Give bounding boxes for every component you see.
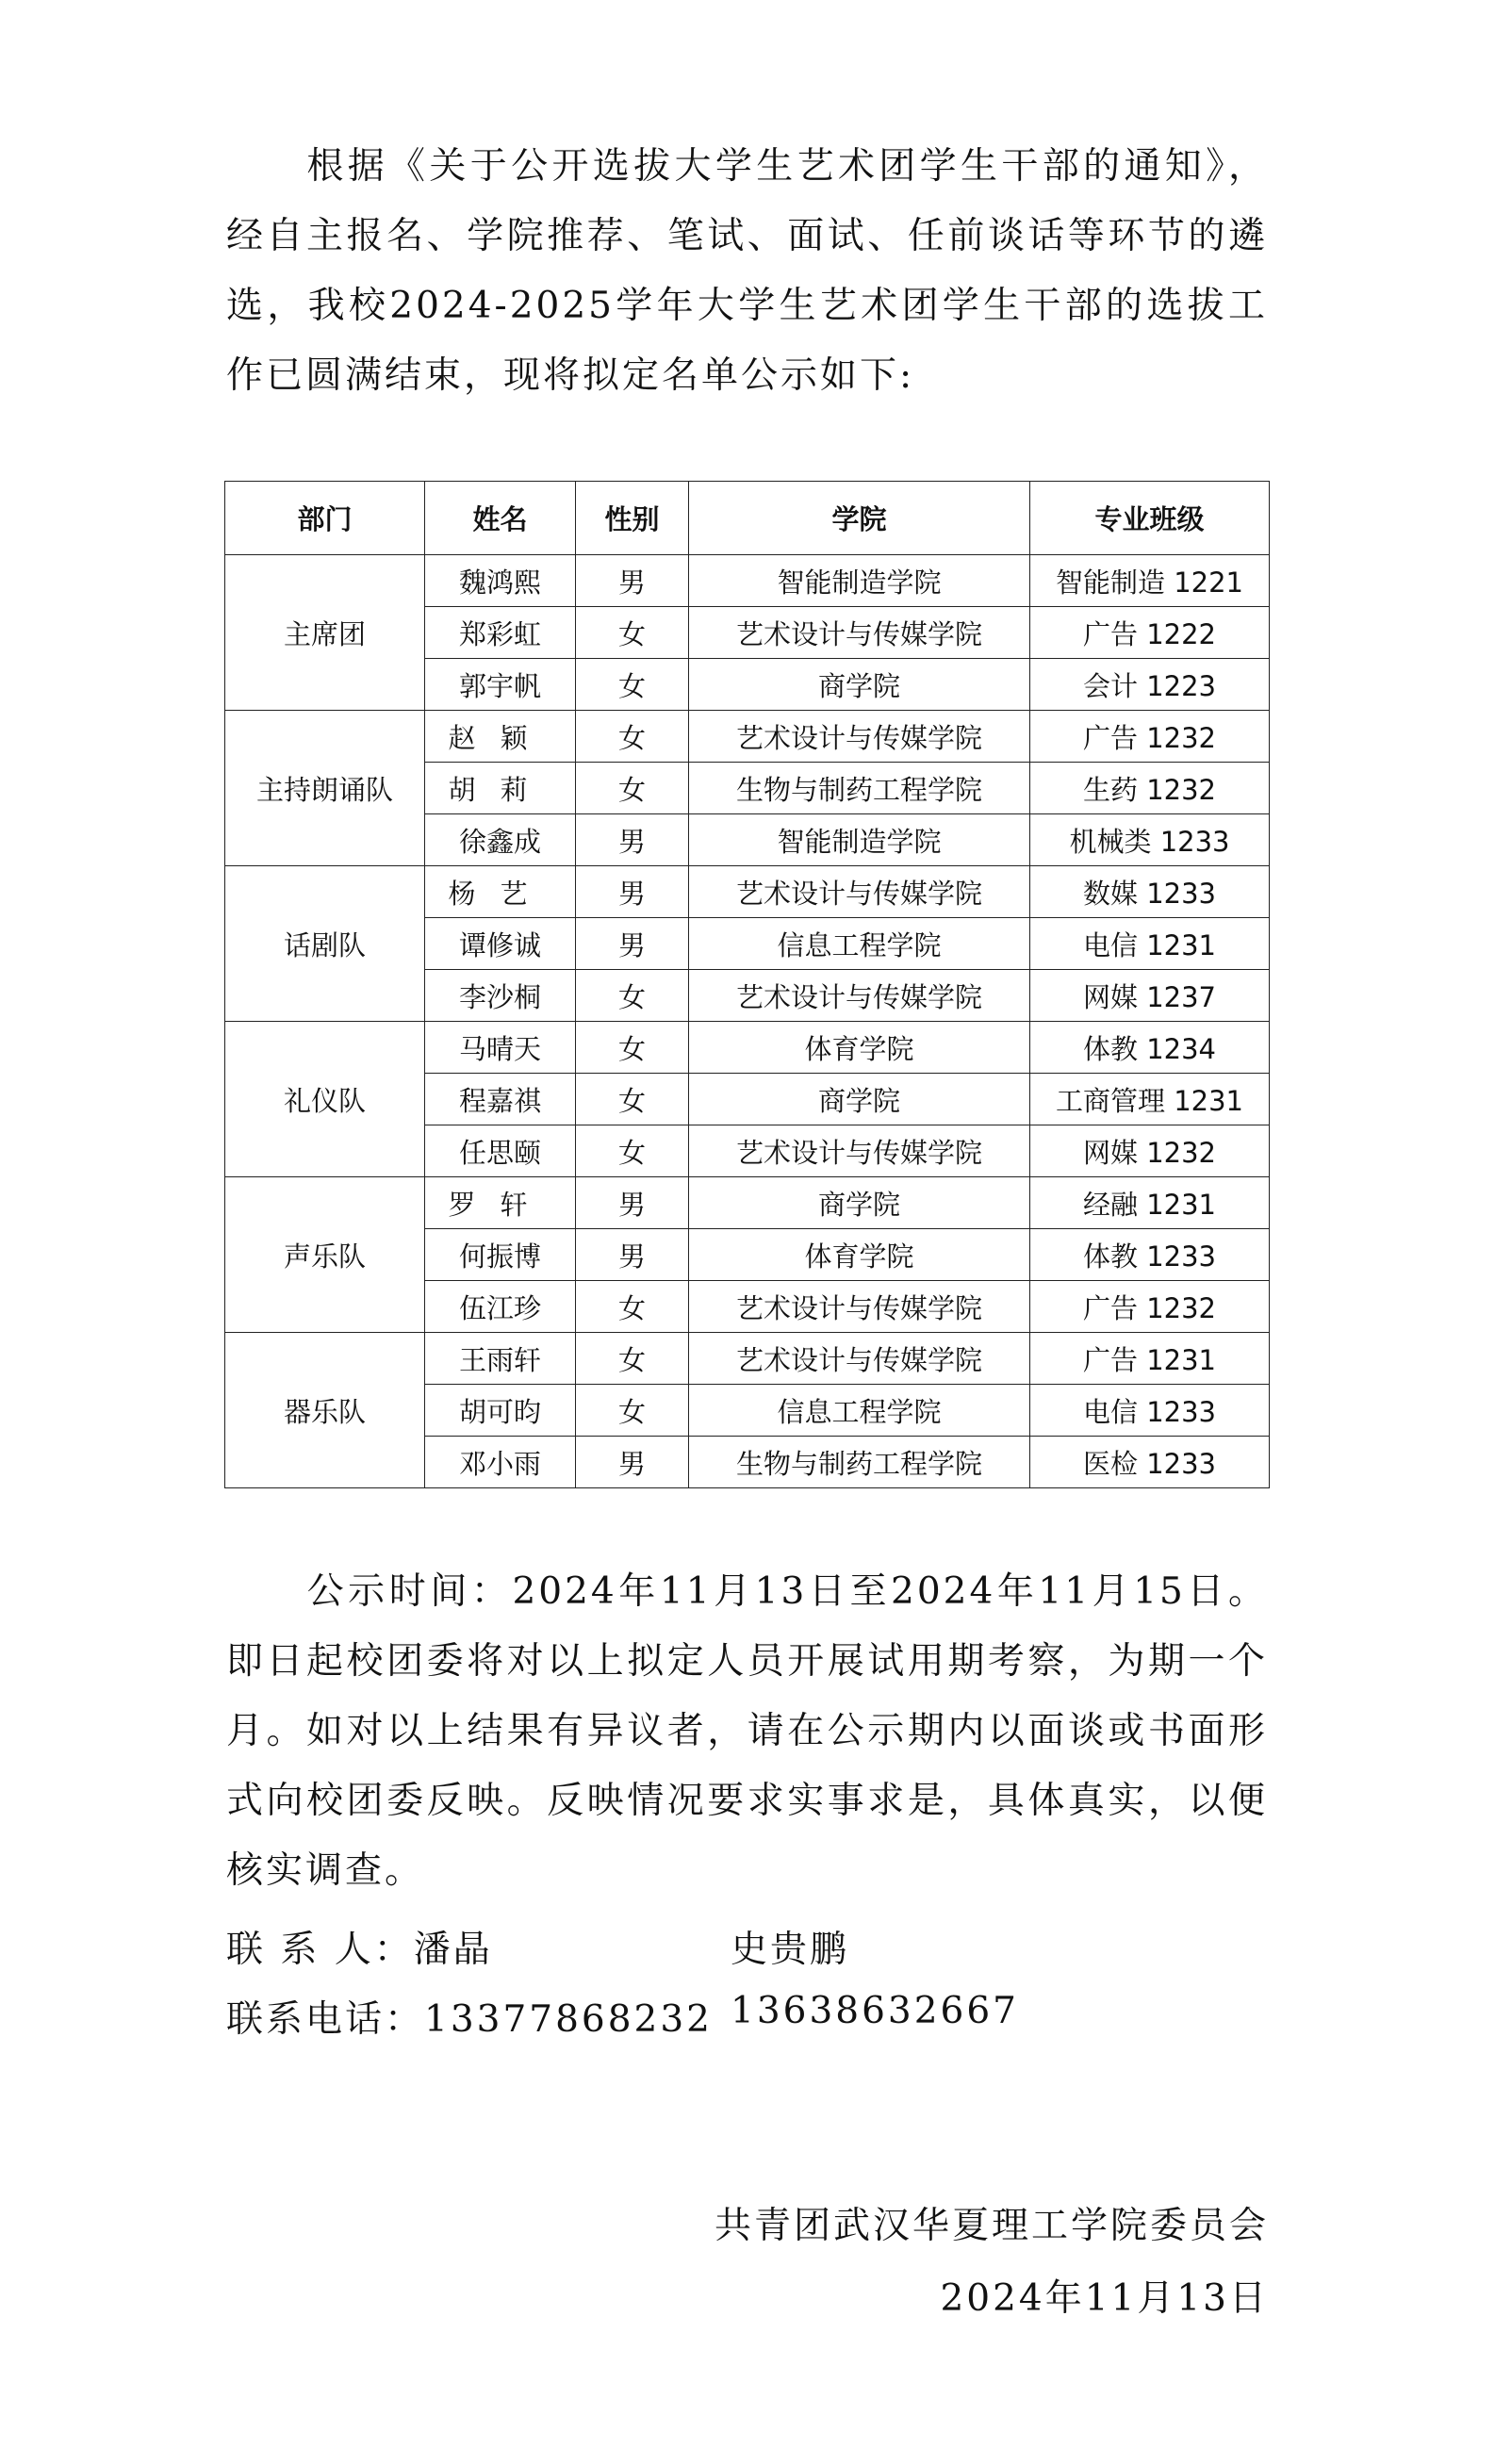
table-row <box>225 866 1270 918</box>
college-cell: 商学院 <box>689 1074 1030 1125</box>
college-cell: 智能制造学院 <box>689 814 1030 866</box>
name-cell: 王雨轩 <box>425 1333 576 1385</box>
class-cell: 电信 1231 <box>1030 918 1270 970</box>
class-cell: 体教 1234 <box>1030 1022 1270 1074</box>
class-cell: 数媒 1233 <box>1030 866 1270 918</box>
intro-text: 根据《关于公开选拔大学生艺术团学生干部的通知》，经自主报名、学院推荐、笔试、面试、任前谈话等环节的遴选，我校2024-2025学年大学生艺术团学生干部的选拔工作已圆满结束，现将拟定名单公示如下: <box>226 145 1268 397</box>
name-cell: 杨艺 <box>425 866 576 918</box>
table-header-row <box>225 482 1270 555</box>
college-cell: 商学院 <box>689 659 1030 711</box>
name-cell: 胡莉 <box>425 763 576 814</box>
gender-cell: 女 <box>576 1333 689 1385</box>
college-cell: 艺术设计与传媒学院 <box>689 1125 1030 1177</box>
contact-person-label: 联 系 人： <box>226 1929 414 1971</box>
college-cell: 生物与制药工程学院 <box>689 763 1030 814</box>
gender-cell: 女 <box>576 607 689 659</box>
gender-cell: 女 <box>576 1281 689 1333</box>
name-cell: 谭修诚 <box>425 918 576 970</box>
name-cell: 何振博 <box>425 1229 576 1281</box>
table-row <box>225 1333 1270 1385</box>
class-cell: 会计 1223 <box>1030 659 1270 711</box>
college-cell: 智能制造学院 <box>689 555 1030 607</box>
college-cell: 艺术设计与传媒学院 <box>689 1281 1030 1333</box>
class-cell: 工商管理 1231 <box>1030 1074 1270 1125</box>
gender-cell: 男 <box>576 918 689 970</box>
name-cell: 李沙桐 <box>425 970 576 1022</box>
issuer-name: 共青团武汉华夏理工学院委员会 <box>714 2205 1269 2247</box>
class-cell: 广告 1232 <box>1030 711 1270 763</box>
contact-person-row <box>226 1920 850 1973</box>
college-cell: 商学院 <box>689 1177 1030 1229</box>
name-cell: 伍江珍 <box>425 1281 576 1333</box>
college-cell: 艺术设计与传媒学院 <box>689 970 1030 1022</box>
name-cell: 马晴天 <box>425 1022 576 1074</box>
college-cell: 信息工程学院 <box>689 1385 1030 1437</box>
table-row <box>225 1022 1270 1074</box>
header-name: 姓名 <box>425 482 576 555</box>
contact-phone-label: 联系电话： <box>226 1998 425 2041</box>
table-row <box>225 1177 1270 1229</box>
table-row <box>225 711 1270 763</box>
gender-cell: 女 <box>576 711 689 763</box>
name-cell: 程嘉祺 <box>425 1074 576 1125</box>
name-cell: 郑彩虹 <box>425 607 576 659</box>
gender-cell: 男 <box>576 1177 689 1229</box>
college-cell: 艺术设计与传媒学院 <box>689 1333 1030 1385</box>
class-cell: 电信 1233 <box>1030 1385 1270 1437</box>
class-cell: 网媒 1237 <box>1030 970 1270 1022</box>
gender-cell: 男 <box>576 555 689 607</box>
contact-phone-1: 13377868232 <box>424 1998 713 2041</box>
gender-cell: 女 <box>576 1125 689 1177</box>
table-row <box>225 555 1270 607</box>
name-cell: 徐鑫成 <box>425 814 576 866</box>
class-cell: 医检 1233 <box>1030 1437 1270 1488</box>
class-cell: 机械类 1233 <box>1030 814 1270 866</box>
header-gender: 性别 <box>576 482 689 555</box>
class-cell: 生药 1232 <box>1030 763 1270 814</box>
college-cell: 生物与制药工程学院 <box>689 1437 1030 1488</box>
gender-cell: 男 <box>576 814 689 866</box>
department-cell: 声乐队 <box>225 1177 425 1333</box>
department-cell: 话剧队 <box>225 866 425 1022</box>
issue-date: 2024年11月13日 <box>940 2277 1269 2320</box>
notice-text: 公示时间：2024年11月13日至2024年11月15日。即日起校团委将对以上拟定人员开展试用期考察，为期一个月。如对以上结果有异议者，请在公示期内以面谈或书面形式向校团委反映。反映情况要求实事求是，具体真实，以便核实调查。 <box>226 1570 1268 1892</box>
cadre-roster-table <box>224 481 1270 1488</box>
class-cell: 广告 1222 <box>1030 607 1270 659</box>
college-cell: 体育学院 <box>689 1022 1030 1074</box>
department-cell: 器乐队 <box>225 1333 425 1488</box>
class-cell: 经融 1231 <box>1030 1177 1270 1229</box>
contact-phone-2: 13638632667 <box>731 1990 1019 2032</box>
contact-phone-row <box>226 1990 1019 2043</box>
gender-cell: 女 <box>576 763 689 814</box>
name-cell: 赵颖 <box>425 711 576 763</box>
name-cell: 魏鸿熙 <box>425 555 576 607</box>
college-cell: 信息工程学院 <box>689 918 1030 970</box>
gender-cell: 男 <box>576 866 689 918</box>
class-cell: 广告 1232 <box>1030 1281 1270 1333</box>
header-department: 部门 <box>225 482 425 555</box>
college-cell: 艺术设计与传媒学院 <box>689 607 1030 659</box>
department-cell: 礼仪队 <box>225 1022 425 1177</box>
college-cell: 艺术设计与传媒学院 <box>689 711 1030 763</box>
college-cell: 体育学院 <box>689 1229 1030 1281</box>
gender-cell: 女 <box>576 1385 689 1437</box>
gender-cell: 女 <box>576 1074 689 1125</box>
gender-cell: 男 <box>576 1437 689 1488</box>
notice-paragraph <box>226 1557 1268 1906</box>
header-college: 学院 <box>689 482 1030 555</box>
class-cell: 网媒 1232 <box>1030 1125 1270 1177</box>
class-cell: 体教 1233 <box>1030 1229 1270 1281</box>
class-cell: 智能制造 1221 <box>1030 555 1270 607</box>
class-cell: 广告 1231 <box>1030 1333 1270 1385</box>
contact-person-2: 史贵鹏 <box>731 1929 850 1971</box>
name-cell: 任思颐 <box>425 1125 576 1177</box>
gender-cell: 女 <box>576 659 689 711</box>
name-cell: 郭宇帆 <box>425 659 576 711</box>
name-cell: 罗轩 <box>425 1177 576 1229</box>
department-cell: 主席团 <box>225 555 425 711</box>
contact-person-1: 潘晶 <box>413 1929 493 1971</box>
name-cell: 邓小雨 <box>425 1437 576 1488</box>
gender-cell: 男 <box>576 1229 689 1281</box>
college-cell: 艺术设计与传媒学院 <box>689 866 1030 918</box>
name-cell: 胡可昀 <box>425 1385 576 1437</box>
gender-cell: 女 <box>576 1022 689 1074</box>
header-class: 专业班级 <box>1030 482 1270 555</box>
gender-cell: 女 <box>576 970 689 1022</box>
intro-paragraph <box>226 132 1268 411</box>
department-cell: 主持朗诵队 <box>225 711 425 866</box>
